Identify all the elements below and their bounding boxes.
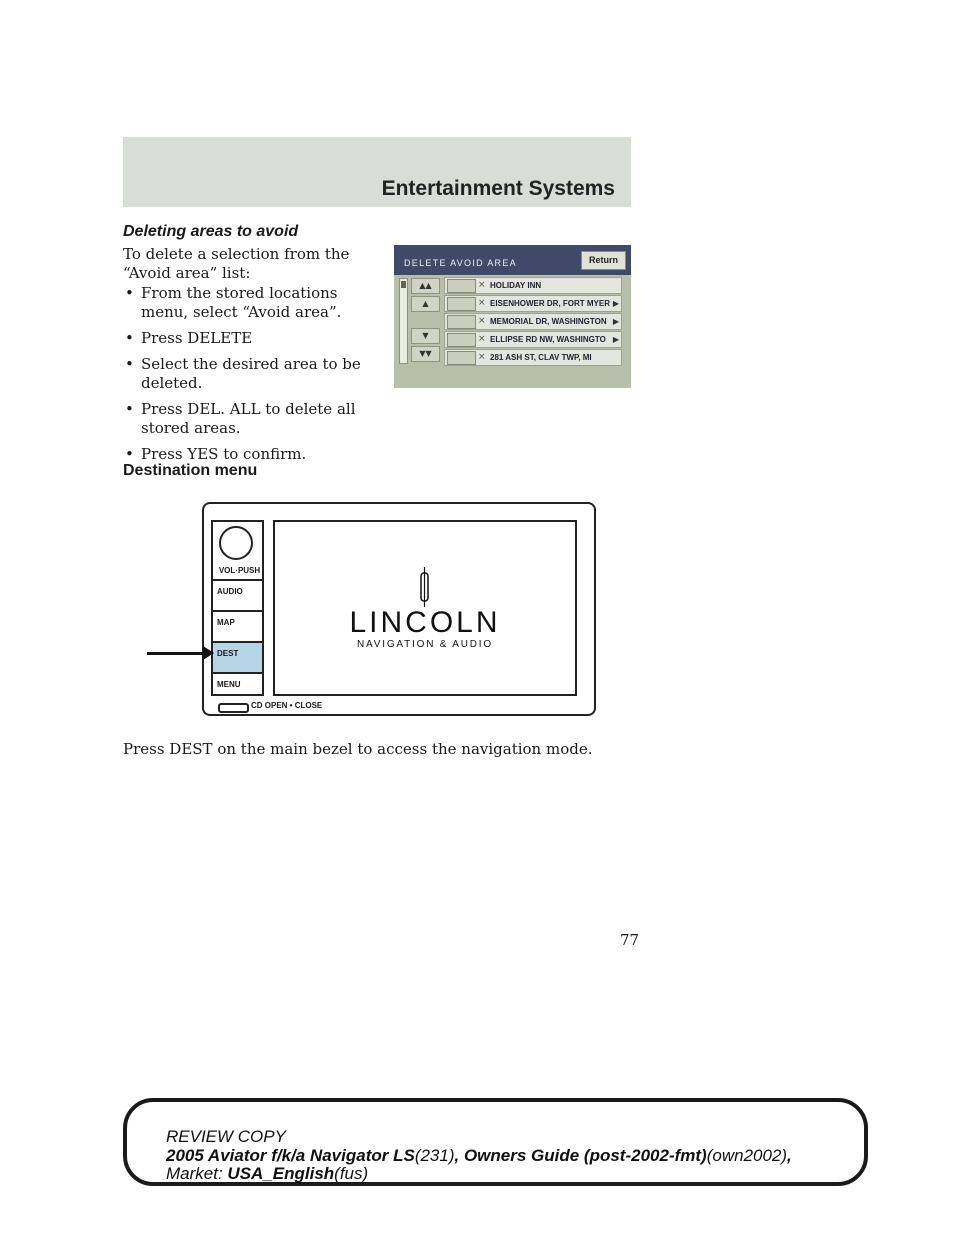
avoid-area-row: ⨯ MEMORIAL DR, WASHINGTON ▶: [444, 313, 622, 330]
chevron-right-icon: ▶: [612, 335, 619, 344]
step-item: • From the stored locations menu, select “Avoid area”.: [125, 284, 342, 321]
map-button: MAP: [213, 610, 262, 641]
down-arrow-icon: ▼: [411, 328, 440, 344]
avoid-area-icon: ⨯: [478, 298, 486, 308]
vol-push-label: VOL·PUSH: [218, 566, 261, 575]
avoid-area-icon: ⨯: [478, 316, 486, 326]
screen-title: DELETE AVOID AREA: [404, 258, 517, 268]
bezel-button-column: [211, 520, 264, 696]
cd-slot-icon: [218, 703, 249, 713]
audio-button: AUDIO: [213, 579, 262, 610]
step-item: • Press YES to confirm.: [125, 445, 307, 463]
section-title: Deleting areas to avoid: [123, 223, 299, 240]
page-up-arrow-icon: ▲▲: [411, 278, 440, 294]
avoid-area-row: ⨯ EISENHOWER DR, FORT MYER ▶: [444, 295, 622, 312]
bezel-display: [273, 520, 577, 696]
step-item: • Select the desired area to be deleted.: [125, 355, 361, 392]
up-arrow-icon: ▲: [411, 296, 440, 312]
pointer-arrow-icon: [203, 646, 214, 660]
bullet-icon: •: [125, 284, 134, 302]
bullet-icon: •: [125, 355, 134, 373]
dest-button: DEST: [213, 641, 262, 672]
scrollbar: [399, 278, 408, 364]
header-band: [123, 137, 631, 207]
row-select-chip: [447, 297, 476, 311]
volume-knob-icon: [219, 526, 253, 560]
step-item: • Press DEL. ALL to delete all stored areas.: [125, 400, 356, 437]
bullet-icon: •: [125, 400, 134, 418]
chevron-right-icon: ▶: [612, 317, 619, 326]
chevron-right-icon: ▶: [612, 299, 619, 308]
avoid-area-row: ⨯ ELLIPSE RD NW, WASHINGTO ▶: [444, 331, 622, 348]
return-button: Return: [581, 251, 626, 270]
document-info-line: 2005 Aviator f/k/a Navigator LS(231), Owners Guide (post-2002-fmt)(own2002),: [166, 1146, 792, 1165]
brand-subtitle: NAVIGATION & AUDIO: [357, 639, 493, 650]
brand-wordmark: LINCOLN: [349, 606, 501, 639]
page-header-title: Entertainment Systems: [381, 177, 615, 200]
destination-caption: Press DEST on the main bezel to access the navigation mode.: [123, 740, 593, 758]
avoid-area-icon: ⨯: [478, 280, 486, 290]
row-select-chip: [447, 279, 476, 293]
row-select-chip: [447, 351, 476, 365]
section-intro: To delete a selection from the “Avoid area” list:: [123, 245, 350, 282]
market-line: Market: USA_English(fus): [166, 1164, 369, 1183]
page-down-arrow-icon: ▼▼: [411, 346, 440, 362]
cd-open-close-label: CD OPEN • CLOSE: [251, 701, 323, 710]
avoid-area-row: ⨯ HOLIDAY INN: [444, 277, 622, 294]
avoid-area-icon: ⨯: [478, 352, 486, 362]
nav-bezel-illustration: [202, 502, 596, 716]
page-number: 77: [620, 931, 640, 949]
screen-title-bar: [394, 245, 631, 275]
lincoln-star-icon: [417, 567, 432, 607]
row-select-chip: [447, 333, 476, 347]
bullet-icon: •: [125, 445, 134, 463]
destination-heading: Destination menu: [123, 462, 258, 479]
row-select-chip: [447, 315, 476, 329]
pointer-arrow-line: [147, 652, 205, 655]
avoid-area-icon: ⨯: [478, 334, 486, 344]
bullet-icon: •: [125, 329, 134, 347]
step-list: [123, 284, 378, 471]
review-copy-label: REVIEW COPY: [166, 1127, 286, 1146]
menu-button: MENU: [213, 672, 262, 694]
avoid-area-row: ⨯ 281 ASH ST, CLAV TWP, MI: [444, 349, 622, 366]
step-item: • Press DELETE: [125, 329, 253, 347]
review-copy-footer: [123, 1098, 868, 1186]
scroll-thumb: [401, 281, 406, 288]
delete-avoid-area-screenshot: [394, 245, 631, 388]
